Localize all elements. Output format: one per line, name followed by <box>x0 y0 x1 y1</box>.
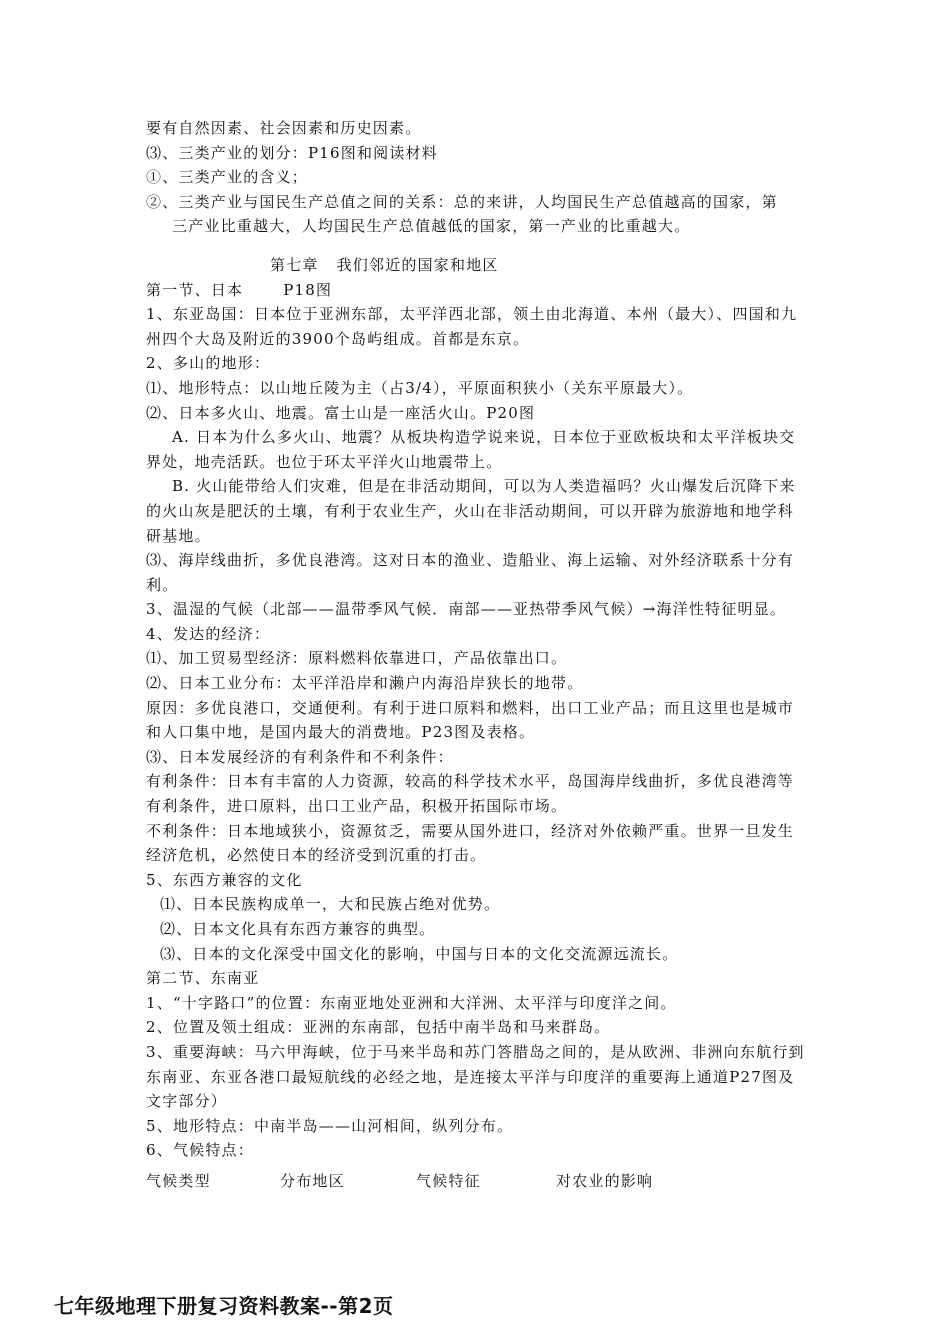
paragraph: 原因：多优良港口，交通便利。有利于进口原料和燃料，出口工业产品；而且这里也是城市和人口集中地，是国内最大的消费地。P23图及表格。 <box>146 698 795 742</box>
chapter-number: 第七章 <box>270 255 319 274</box>
paragraph: A. 日本为什么多火山、地震？从板块构造学说来说，日本位于亚欧板块和太平洋板块交界处，地壳活跃。也位于环太平洋火山地震带上。 <box>146 428 796 471</box>
paragraph: ⑴、加工贸易型经济：原料燃料依靠进口，产品依靠出口。 <box>146 649 568 668</box>
text-line: ⑶、三类产业的划分：P16图和阅读材料 <box>146 143 438 162</box>
chapter-title: 我们邻近的国家和地区 <box>336 255 499 274</box>
text-line: 要有自然因素、社会因素和历史因素。 <box>146 119 422 137</box>
paragraph: ⑵、日本多火山、地震。富士山是一座活火山。P20图 <box>146 403 536 422</box>
climate-table-header <box>146 1169 810 1194</box>
paragraph: ⑶、海岸线曲折，多优良港湾。这对日本的渔业、造船业、海上运输、对外经济联系十分有利。 <box>146 551 795 594</box>
table-header-cell: 气候类型 <box>146 1171 211 1190</box>
table-header-cell: 分布地区 <box>280 1171 345 1190</box>
paragraph: 5、地形特点：中南半岛——山河相间，纵列分布。 <box>146 1116 514 1135</box>
paragraph: ⑵、日本文化具有东西方兼容的典型。 <box>160 920 436 938</box>
paragraph: B. 火山能带给人们灾难，但是在非活动期间，可以为人类造福吗？火山爆发后沉降下来的火山灰是肥沃的土壤，有利于农业生产，火山在非活动期间，可以开辟为旅游地和地学科研基地。 <box>146 477 796 545</box>
section-heading <box>146 278 810 303</box>
text-line: ①、三类产业的含义； <box>146 168 309 187</box>
paragraph: ⑶、日本发展经济的有利条件和不利条件： <box>146 747 454 766</box>
text-line: ②、三类产业与国民生产总值之间的关系：总的来讲，人均国民生产总值越高的国家，第 <box>146 192 778 211</box>
document-body <box>146 116 810 1194</box>
section-title: 第一节、日本 <box>146 280 244 299</box>
paragraph: 5、东西方兼容的文化 <box>146 870 303 889</box>
table-header-cell: 气候特征 <box>416 1171 481 1190</box>
chapter-heading <box>146 253 810 278</box>
paragraph: 4、发达的经济： <box>146 624 271 643</box>
paragraph: 3、温湿的气候（北部——温带季风气候．南部——亚热带季风气候）→海洋性特征明显。 <box>146 600 787 619</box>
paragraph: 1、“十字路口”的位置：东南亚地处亚洲和大洋洲、太平洋与印度洋之间。 <box>146 993 677 1012</box>
paragraph: ⑶、日本的文化深受中国文化的影响，中国与日本的文化交流源远流长。 <box>160 944 679 963</box>
paragraph: 2、多山的地形： <box>146 354 271 373</box>
paragraph: ⑴、地形特点：以山地丘陵为主（占3/4），平原面积狭小（关东平原最大）。 <box>146 378 694 397</box>
text-line: 三产业比重越大，人均国民生产总值越低的国家，第一产业的比重越大。 <box>172 217 691 236</box>
paragraph: 2、位置及领土组成：亚洲的东南部，包括中南半岛和马来群岛。 <box>146 1018 611 1037</box>
paragraph: 不利条件：日本地域狭小，资源贫乏，需要从国外进口，经济对外依赖严重。世界一旦发生经济危机，必然使日本的经济受到沉重的打击。 <box>146 821 795 865</box>
page-footer: 七年级地理下册复习资料教案--第2页 <box>54 1294 394 1318</box>
paragraph: 6、气候特点： <box>146 1141 254 1160</box>
paragraph: 1、东亚岛国：日本位于亚洲东部，太平洋西北部，领土由北海道、本州（最大）、四国和九州四个大岛及附近的3900个岛屿组成。首都是东京。 <box>146 305 798 348</box>
paragraph: 有利条件：日本有丰富的人力资源，较高的科学技术水平，岛国海岸线曲折，多优良港湾等有利条件，进口原料，出口工业产品，积极开拓国际市场。 <box>146 772 795 816</box>
table-header-cell: 对农业的影响 <box>556 1171 654 1190</box>
paragraph: ⑴、日本民族构成单一，大和民族占绝对优势。 <box>160 895 501 914</box>
figure-ref: P18图 <box>283 280 333 299</box>
section-heading: 第二节、东南亚 <box>146 969 260 988</box>
paragraph: 3、重要海峡：马六甲海峡，位于马来半岛和苏门答腊岛之间的，是从欧洲、非洲向东航行到东南亚、东亚各港口最短航线的必经之地，是连接太平洋与印度洋的重要海上通道P27图及文字部分） <box>146 1042 805 1111</box>
paragraph: ⑵、日本工业分布：太平洋沿岸和濑户内海沿岸狭长的地带。 <box>146 674 584 693</box>
